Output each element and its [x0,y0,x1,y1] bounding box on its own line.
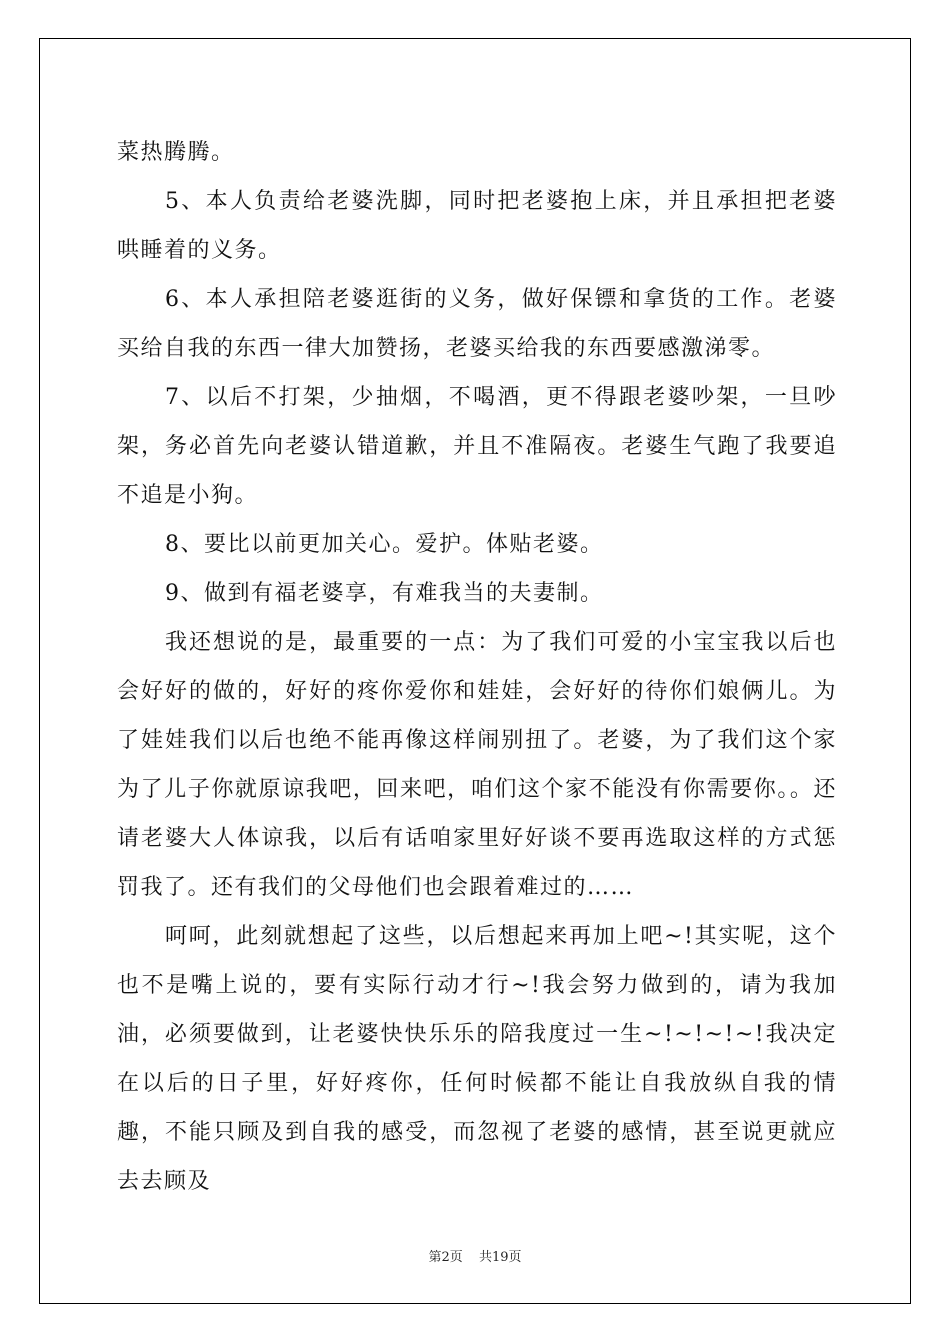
paragraph: 菜热腾腾。 [117,140,235,165]
page-total: 共19页 [478,1250,522,1265]
page-number: 第2页 [428,1250,463,1265]
document-body [117,128,837,1206]
paragraph: 7、以后不打架，少抽烟，不喝酒，更不得跟老婆吵架，一旦吵架，务必首先向老婆认错道歉，并且不准隔夜。老婆生气跑了我要追不追是小狗。 [117,385,837,508]
paragraph: 我还想说的是，最重要的一点：为了我们可爱的小宝宝我以后也会好好的做的，好好的疼你爱你和娃娃，会好好的待你们娘俩儿。为了娃娃我们以后也绝不能再像这样闹别扭了。老婆，为了我们这个家为了儿子你就原谅我吧，回来吧，咱们这个家不能没有你需要你。。还请老婆大人体谅我，以后有话咱家里好好谈不要再选取这样的方式惩罚我了。还有我们的父母他们也会跟着难过的…… [117,630,837,900]
paragraph: 5、本人负责给老婆洗脚，同时把老婆抱上床，并且承担把老婆哄睡着的义务。 [117,189,837,263]
paragraph: 9、做到有福老婆享，有难我当的夫妻制。 [165,581,604,606]
paragraph: 8、要比以前更加关心。爱护。体贴老婆。 [165,532,604,557]
paragraph: 呵呵，此刻就想起了这些，以后想起来再加上吧~!其实呢，这个也不是嘴上说的，要有实际行动才行~!我会努力做到的，请为我加油，必须要做到，让老婆快快乐乐的陪我度过一生~!~!~!~!我决定在以后的日子里，好好疼你，任何时候都不能让自我放纵自我的情趣，不能只顾及到自我的感受，而忽视了老婆的感情，甚至说更就应去去顾及 [117,924,837,1194]
paragraph: 6、本人承担陪老婆逛街的义务，做好保镖和拿货的工作。老婆买给自我的东西一律大加赞扬，老婆买给我的东西要感激涕零。 [117,287,837,361]
page-footer [0,1246,950,1265]
